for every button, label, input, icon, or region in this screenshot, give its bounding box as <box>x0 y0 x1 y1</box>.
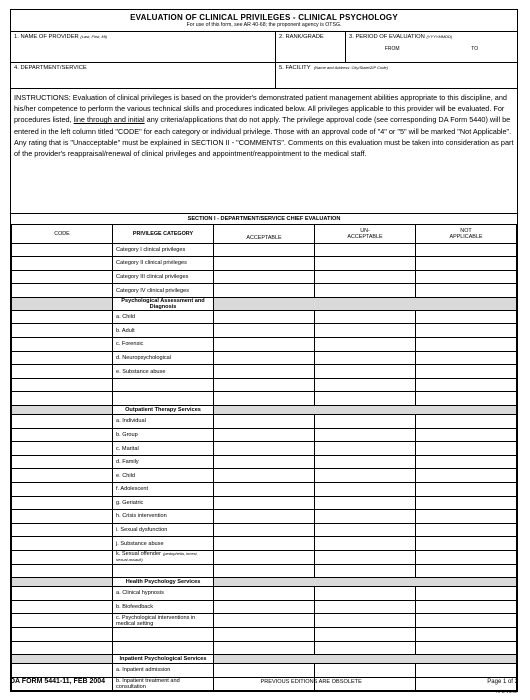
instructions-part-1: INSTRUCTIONS: Evaluation of clinical privileges is based on the provider's demonstrated patient management abilities appropriate to this discipline, and his/her competence to perform the various technical skills and procedures indicated below. All privileges applicable to this provider will be evaluated. For procedures listed, <box>14 93 507 125</box>
privilege-row <box>12 483 517 497</box>
not-applicable-cell[interactable] <box>416 455 517 469</box>
privilege-label-text: e. Substance abuse <box>116 368 166 375</box>
code-cell[interactable] <box>12 243 113 257</box>
privilege-row <box>12 523 517 537</box>
subsection-code-shade <box>12 297 113 310</box>
unacceptable-cell[interactable] <box>315 351 416 365</box>
privileges-table <box>11 214 517 691</box>
privilege-label-text: c. Marital <box>116 445 139 452</box>
privilege-label <box>113 392 214 406</box>
privilege-row <box>12 365 517 379</box>
privilege-label <box>113 284 214 298</box>
privilege-label <box>113 641 214 655</box>
unacceptable-cell[interactable] <box>315 600 416 614</box>
from-label: FROM <box>384 46 400 52</box>
unacceptable-cell[interactable] <box>315 365 416 379</box>
privilege-label-text: a. Inpatient admission <box>116 667 171 674</box>
not-applicable-cell[interactable] <box>416 550 517 564</box>
form-footer <box>10 678 518 685</box>
facility-note: (Name and Address: City/State/ZIP Code) <box>313 65 388 70</box>
privilege-row <box>12 496 517 510</box>
privilege-label <box>113 310 214 324</box>
subsection-title: Inpatient Psychological Services <box>113 655 214 664</box>
privilege-row <box>12 510 517 524</box>
subsection-rating-shade <box>214 297 517 310</box>
privilege-label <box>113 587 214 601</box>
code-cell[interactable] <box>12 587 113 601</box>
acceptable-cell[interactable] <box>214 510 315 524</box>
privilege-label-text: c. Forensic <box>116 341 144 348</box>
unacceptable-cell[interactable] <box>315 496 416 510</box>
code-cell[interactable] <box>12 537 113 551</box>
not-applicable-cell[interactable] <box>416 392 517 406</box>
privilege-label-text: j. Substance abuse <box>116 540 164 547</box>
privilege-label <box>113 664 214 678</box>
acceptable-cell[interactable] <box>214 523 315 537</box>
unacceptable-cell[interactable] <box>315 537 416 551</box>
rank-grade-label: 2. RANK/GRADE <box>279 34 324 40</box>
privilege-label <box>113 496 214 510</box>
unacceptable-cell[interactable] <box>315 415 416 429</box>
unacceptable-cell[interactable] <box>315 310 416 324</box>
subsection-code-shade <box>12 406 113 415</box>
not-applicable-cell[interactable] <box>416 627 517 641</box>
privilege-label <box>113 510 214 524</box>
acceptable-cell[interactable] <box>214 483 315 497</box>
privilege-row <box>12 442 517 456</box>
privilege-label-text: a. Individual <box>116 418 146 425</box>
blank-row <box>12 641 517 655</box>
not-applicable-cell[interactable] <box>416 523 517 537</box>
to-label: TO <box>471 46 479 52</box>
form-title-block <box>11 10 517 32</box>
unacceptable-cell[interactable] <box>315 270 416 284</box>
facility-label: 5. FACILITY <box>279 65 311 71</box>
category-row <box>12 270 517 284</box>
privilege-row <box>12 614 517 628</box>
privilege-label <box>113 243 214 257</box>
unacceptable-cell[interactable] <box>315 510 416 524</box>
unacceptable-cell[interactable] <box>315 587 416 601</box>
privilege-label <box>113 324 214 338</box>
privilege-label <box>113 428 214 442</box>
privilege-label <box>113 415 214 429</box>
privilege-row <box>12 455 517 469</box>
subsection-title: Health Psychology Services <box>113 578 214 587</box>
privilege-label <box>113 338 214 352</box>
privilege-label <box>113 600 214 614</box>
code-cell[interactable] <box>12 664 113 678</box>
code-cell[interactable] <box>12 550 113 564</box>
privilege-label <box>113 523 214 537</box>
unacceptable-cell[interactable] <box>315 338 416 352</box>
privilege-label-text: b. Adult <box>116 327 135 334</box>
form-number: DA FORM 5441-11, FEB 2004 <box>10 678 106 685</box>
col-na-line-1: NOT <box>460 227 472 234</box>
code-cell[interactable] <box>12 428 113 442</box>
acceptable-cell[interactable] <box>214 351 315 365</box>
privilege-label-text: i. Sexual dysfunction <box>116 527 168 534</box>
acceptable-cell[interactable] <box>214 415 315 429</box>
blank-row <box>12 564 517 578</box>
blank-row <box>12 378 517 392</box>
subsection-title: Psychological Assessment and Diagnosis <box>113 297 214 310</box>
not-applicable-cell[interactable] <box>416 442 517 456</box>
blank-row <box>12 392 517 406</box>
privilege-label-text: c. Psychological interventions in medical setting <box>116 614 196 627</box>
acceptable-cell[interactable] <box>214 627 315 641</box>
unacceptable-cell[interactable] <box>315 284 416 298</box>
privilege-label-text: Category I clinical privileges <box>116 246 186 253</box>
privilege-row <box>12 587 517 601</box>
not-applicable-cell[interactable] <box>416 415 517 429</box>
privilege-label <box>113 257 214 271</box>
subsection-header-row <box>12 406 517 415</box>
category-row <box>12 257 517 271</box>
not-applicable-cell[interactable] <box>416 243 517 257</box>
subsection-rating-shade <box>214 406 517 415</box>
acceptable-cell[interactable] <box>214 641 315 655</box>
code-cell[interactable] <box>12 310 113 324</box>
col-na-line-2: APPLICABLE <box>449 233 483 240</box>
acceptable-cell[interactable] <box>214 664 315 678</box>
privilege-label <box>113 537 214 551</box>
col-not-applicable <box>416 224 517 243</box>
privilege-row <box>12 415 517 429</box>
privilege-label-text: Category III clinical privileges <box>116 273 189 280</box>
privilege-row <box>12 537 517 551</box>
privilege-row <box>12 351 517 365</box>
acceptable-cell[interactable] <box>214 310 315 324</box>
privilege-label <box>113 627 214 641</box>
unacceptable-cell[interactable] <box>315 614 416 628</box>
subsection-header-row <box>12 297 517 310</box>
code-cell[interactable] <box>12 442 113 456</box>
form-version: APD V1.00 <box>496 689 517 694</box>
privilege-label <box>113 455 214 469</box>
not-applicable-cell[interactable] <box>416 378 517 392</box>
unacceptable-cell[interactable] <box>315 257 416 271</box>
acceptable-cell[interactable] <box>214 270 315 284</box>
privilege-label-note: (pedophelia, incest, sexual assault) <box>116 551 198 563</box>
evaluation-period-label: 3. PERIOD OF EVALUATION <box>349 34 425 40</box>
not-applicable-cell[interactable] <box>416 664 517 678</box>
code-cell[interactable] <box>12 415 113 429</box>
privilege-label-text: b. Biofeedback <box>116 604 154 611</box>
acceptable-cell[interactable] <box>214 469 315 483</box>
rank-grade-field[interactable] <box>276 32 346 62</box>
code-cell[interactable] <box>12 614 113 628</box>
not-applicable-cell[interactable] <box>416 338 517 352</box>
acceptable-cell[interactable] <box>214 365 315 379</box>
code-cell[interactable] <box>12 365 113 379</box>
evaluation-period-note: (YYYYMMDD) <box>426 34 453 39</box>
privilege-label-text: b. Group <box>116 431 138 438</box>
privilege-row <box>12 338 517 352</box>
code-cell[interactable] <box>12 338 113 352</box>
unacceptable-cell[interactable] <box>315 641 416 655</box>
section-1-title-row <box>12 214 517 224</box>
acceptable-cell[interactable] <box>214 428 315 442</box>
col-unacceptable-line-2: ACCEPTABLE <box>347 233 383 240</box>
code-cell[interactable] <box>12 496 113 510</box>
privilege-label <box>113 564 214 578</box>
privilege-row <box>12 469 517 483</box>
unacceptable-cell[interactable] <box>315 392 416 406</box>
unacceptable-cell[interactable] <box>315 243 416 257</box>
not-applicable-cell[interactable] <box>416 600 517 614</box>
not-applicable-cell[interactable] <box>416 537 517 551</box>
provider-name-field[interactable] <box>11 32 276 62</box>
unacceptable-cell[interactable] <box>315 428 416 442</box>
acceptable-cell[interactable] <box>214 257 315 271</box>
not-applicable-cell[interactable] <box>416 257 517 271</box>
privilege-label <box>113 351 214 365</box>
not-applicable-cell[interactable] <box>416 324 517 338</box>
col-privilege-category: PRIVILEGE CATEGORY <box>113 224 214 243</box>
col-code: CODE <box>12 224 113 243</box>
subsection-rating-shade <box>214 578 517 587</box>
facility-field[interactable] <box>276 63 517 88</box>
privilege-label-text: d. Neuropsychological <box>116 354 172 361</box>
unacceptable-cell[interactable] <box>315 324 416 338</box>
subsection-header-row <box>12 655 517 664</box>
blank-row <box>12 627 517 641</box>
form-subtitle: For use of this form, see AR 40-68; the proponent agency is OTSG. <box>186 22 342 28</box>
unacceptable-cell[interactable] <box>315 378 416 392</box>
evaluation-period-field[interactable] <box>346 32 517 62</box>
privilege-row <box>12 310 517 324</box>
not-applicable-cell[interactable] <box>416 270 517 284</box>
acceptable-cell[interactable] <box>214 614 315 628</box>
code-cell[interactable] <box>12 510 113 524</box>
not-applicable-cell[interactable] <box>416 614 517 628</box>
header-row-2 <box>11 63 517 89</box>
subsection-code-shade <box>12 578 113 587</box>
code-cell[interactable] <box>12 270 113 284</box>
code-cell[interactable] <box>12 469 113 483</box>
acceptable-cell[interactable] <box>214 587 315 601</box>
privilege-row <box>12 324 517 338</box>
code-cell[interactable] <box>12 564 113 578</box>
code-cell[interactable] <box>12 455 113 469</box>
acceptable-cell[interactable] <box>214 338 315 352</box>
privilege-label <box>113 270 214 284</box>
unacceptable-cell[interactable] <box>315 442 416 456</box>
privilege-row <box>12 664 517 678</box>
unacceptable-cell[interactable] <box>315 483 416 497</box>
privilege-label-text: d. Family <box>116 459 139 466</box>
col-unacceptable <box>315 224 416 243</box>
column-header-row <box>12 224 517 243</box>
not-applicable-cell[interactable] <box>416 483 517 497</box>
department-service-label: 4. DEPARTMENT/SERVICE <box>14 65 87 71</box>
provider-name-note: (Last, First, MI) <box>80 34 108 39</box>
acceptable-cell[interactable] <box>214 550 315 564</box>
acceptable-cell[interactable] <box>214 392 315 406</box>
instructions-part-2: any criteria/applications that do not apply. The privilege approval code (see corresponding DA Form 5440) will be entered in the left column titled "CODE" for each category or individual privilege. Those with an approval code of "4" or "5" will be marked "Not Applicable". Any rating that is "Unacceptable" must be explained in SECTION II - "COMMENTS". Comments on this evaluation must be taken into consideration as part of the provider's reappraisal/renewal of clinical privileges and appointment/reappointment to the medical staff. <box>14 115 514 159</box>
privilege-label-text: Category IV clinical privileges <box>116 287 190 294</box>
acceptable-cell[interactable] <box>214 378 315 392</box>
acceptable-cell[interactable] <box>214 455 315 469</box>
privilege-label-text: Category II clinical privileges <box>116 260 187 267</box>
code-cell[interactable] <box>12 641 113 655</box>
unacceptable-cell[interactable] <box>315 469 416 483</box>
code-cell[interactable] <box>12 378 113 392</box>
not-applicable-cell[interactable] <box>416 310 517 324</box>
subsection-header-row <box>12 578 517 587</box>
code-cell[interactable] <box>12 600 113 614</box>
previous-editions-note: PREVIOUS EDITIONS ARE OBSOLETE <box>260 679 362 685</box>
evaluation-form <box>10 9 518 692</box>
privilege-label-text: b. Inpatient treatment and consultation <box>116 678 180 691</box>
not-applicable-cell[interactable] <box>416 284 517 298</box>
unacceptable-cell[interactable] <box>315 627 416 641</box>
instructions-underlined: line through and initial <box>73 115 145 125</box>
not-applicable-cell[interactable] <box>416 496 517 510</box>
unacceptable-cell[interactable] <box>315 523 416 537</box>
privilege-label <box>113 365 214 379</box>
code-cell[interactable] <box>12 284 113 298</box>
not-applicable-cell[interactable] <box>416 351 517 365</box>
subsection-code-shade <box>12 655 113 664</box>
acceptable-cell[interactable] <box>214 600 315 614</box>
privilege-row <box>12 550 517 564</box>
department-service-field[interactable] <box>11 63 276 88</box>
privileges-body <box>12 243 517 691</box>
privilege-label-text: f. Adolescent <box>116 486 149 493</box>
privilege-label-text: a. Clinical hypnosis <box>116 590 164 597</box>
section-1-title: SECTION I - DEPARTMENT/SERVICE CHIEF EVALUATION <box>12 214 517 224</box>
acceptable-cell[interactable] <box>214 496 315 510</box>
acceptable-cell[interactable] <box>214 564 315 578</box>
code-cell[interactable] <box>12 351 113 365</box>
form-title: EVALUATION OF CLINICAL PRIVILEGES - CLINICAL PSYCHOLOGY <box>130 13 398 22</box>
privilege-label-text: a. Child <box>116 314 135 321</box>
privilege-label-text: g. Geriatric <box>116 499 144 506</box>
acceptable-cell[interactable] <box>214 284 315 298</box>
not-applicable-cell[interactable] <box>416 469 517 483</box>
code-cell[interactable] <box>12 483 113 497</box>
subsection-title: Outpatient Therapy Services <box>113 406 214 415</box>
not-applicable-cell[interactable] <box>416 587 517 601</box>
acceptable-cell[interactable] <box>214 537 315 551</box>
header-row-1 <box>11 32 517 63</box>
privilege-label <box>113 614 214 628</box>
page-number: Page 1 of 2 <box>487 679 518 685</box>
code-cell[interactable] <box>12 523 113 537</box>
unacceptable-cell[interactable] <box>315 564 416 578</box>
not-applicable-cell[interactable] <box>416 365 517 379</box>
privilege-row <box>12 428 517 442</box>
instructions-text <box>11 89 517 214</box>
privilege-label-text: h. Crisis intervention <box>116 513 167 520</box>
code-cell[interactable] <box>12 257 113 271</box>
privilege-label-text: k. Sexual offender <box>116 551 161 558</box>
not-applicable-cell[interactable] <box>416 564 517 578</box>
acceptable-cell[interactable] <box>214 442 315 456</box>
privilege-label <box>113 550 214 564</box>
col-unacceptable-line-1: UN- <box>360 227 370 234</box>
not-applicable-cell[interactable] <box>416 428 517 442</box>
code-cell[interactable] <box>12 324 113 338</box>
code-cell[interactable] <box>12 627 113 641</box>
unacceptable-cell[interactable] <box>315 664 416 678</box>
privilege-label-text: e. Child <box>116 472 135 479</box>
privilege-row <box>12 600 517 614</box>
privilege-label <box>113 442 214 456</box>
category-row <box>12 243 517 257</box>
not-applicable-cell[interactable] <box>416 510 517 524</box>
subsection-rating-shade <box>214 655 517 664</box>
provider-name-label: 1. NAME OF PROVIDER <box>14 34 79 40</box>
category-row <box>12 284 517 298</box>
privilege-label <box>113 378 214 392</box>
unacceptable-cell[interactable] <box>315 550 416 564</box>
privilege-label <box>113 483 214 497</box>
code-cell[interactable] <box>12 392 113 406</box>
unacceptable-cell[interactable] <box>315 455 416 469</box>
privilege-label <box>113 469 214 483</box>
acceptable-cell[interactable] <box>214 243 315 257</box>
col-acceptable: ACCEPTABLE <box>214 224 315 243</box>
not-applicable-cell[interactable] <box>416 641 517 655</box>
acceptable-cell[interactable] <box>214 324 315 338</box>
